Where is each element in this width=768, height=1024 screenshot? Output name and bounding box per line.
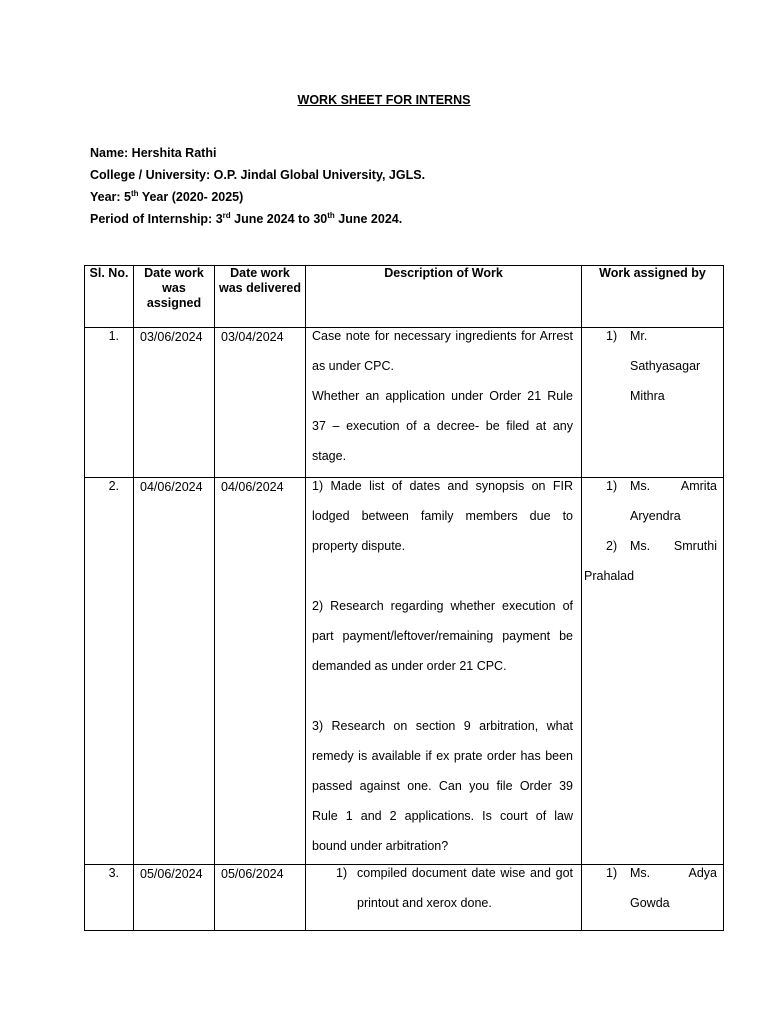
header-date-delivered: Date work was delivered <box>215 266 306 328</box>
description-item: Whether an application under Order 21 Rule 37 – execution of a decree- be filed at any stage. <box>312 389 573 463</box>
assignee-name: Smruthi <box>673 539 717 553</box>
table-header-row <box>85 266 724 328</box>
description-number: 1) <box>336 866 348 880</box>
row-sl-no: 3. <box>85 865 134 931</box>
intern-year <box>90 190 243 204</box>
description-text: compiled document date wise and got printout and xerox done. <box>357 866 573 910</box>
worksheet-table <box>84 265 724 931</box>
period-sup-end: th <box>327 210 335 220</box>
period-label: Period of Internship: 3 <box>90 212 223 226</box>
description-item: Case note for necessary ingredients for Arrest as under CPC. <box>312 329 573 373</box>
assignee-name: Amrita <box>680 479 717 493</box>
description-item: 1) Made list of dates and synopsis on FIR lodged between family members due to property dispute. <box>312 479 573 553</box>
intern-name: Name: Hershita Rathi <box>90 146 217 160</box>
row-sl-no: 1. <box>85 328 134 478</box>
assignee-entry <box>606 531 717 561</box>
intern-college: College / University: O.P. Jindal Global University, JGLS. <box>90 168 426 182</box>
row-date-assigned: 05/06/2024 <box>134 865 215 931</box>
assignee-name: Sathyasagar <box>630 359 701 373</box>
assignee-surname: Mithra <box>630 389 665 403</box>
assignee-entry <box>606 471 717 531</box>
row-assigned-by <box>582 328 724 478</box>
assignee-name: Adya <box>688 866 717 880</box>
assignee-entry <box>606 321 717 411</box>
assignee-title: Ms. <box>630 866 651 880</box>
row-description <box>306 478 582 865</box>
row-assigned-by <box>582 478 724 865</box>
period-sup-start: rd <box>222 210 231 220</box>
page-title: WORK SHEET FOR INTERNS <box>297 93 471 107</box>
row-date-delivered: 04/06/2024 <box>215 478 306 865</box>
assignee-entry <box>606 858 717 918</box>
header-assigned-by: Work assigned by <box>582 266 724 328</box>
period-mid: June 2024 to 30 <box>230 212 328 226</box>
assignee-number: 2) <box>606 539 618 553</box>
assignee-title: Ms. <box>630 479 651 493</box>
assignee-title: Mr. <box>630 329 648 343</box>
assignee-number: 1) <box>606 479 618 493</box>
row-description <box>306 865 582 931</box>
assignee-title: Ms. <box>630 539 651 553</box>
row-date-assigned: 04/06/2024 <box>134 478 215 865</box>
assignee-number: 1) <box>606 866 618 880</box>
year-rest: Year (2020- 2025) <box>138 190 244 204</box>
table-row <box>85 328 724 478</box>
year-label: Year: 5 <box>90 190 132 204</box>
description-item <box>312 858 573 918</box>
assignee-surname: Aryendra <box>630 509 681 523</box>
table-row <box>85 478 724 865</box>
assignee-number: 1) <box>606 329 618 343</box>
header-date-assigned: Date work was assigned <box>134 266 215 328</box>
description-item: 2) Research regarding whether execution of part payment/leftover/remaining payment be demanded as under order 21 CPC. <box>312 599 573 673</box>
header-sl-no: Sl. No. <box>85 266 134 328</box>
assignee-surname: Gowda <box>630 896 670 910</box>
row-assigned-by <box>582 865 724 931</box>
assignee-surname: Prahalad <box>584 569 635 583</box>
row-date-delivered: 05/06/2024 <box>215 865 306 931</box>
row-date-delivered: 03/04/2024 <box>215 328 306 478</box>
internship-period <box>90 212 402 226</box>
header-description: Description of Work <box>306 266 582 328</box>
table-row <box>85 865 724 931</box>
description-item: 3) Research on section 9 arbitration, what remedy is available if ex prate order has been passed against one. Can you file Order 39 Rule 1 and 2 applications. Is court of law bound under arbitration? <box>312 719 573 853</box>
row-sl-no: 2. <box>85 478 134 865</box>
row-description <box>306 328 582 478</box>
period-end: June 2024. <box>334 212 403 226</box>
year-sup: th <box>131 188 139 198</box>
row-date-assigned: 03/06/2024 <box>134 328 215 478</box>
